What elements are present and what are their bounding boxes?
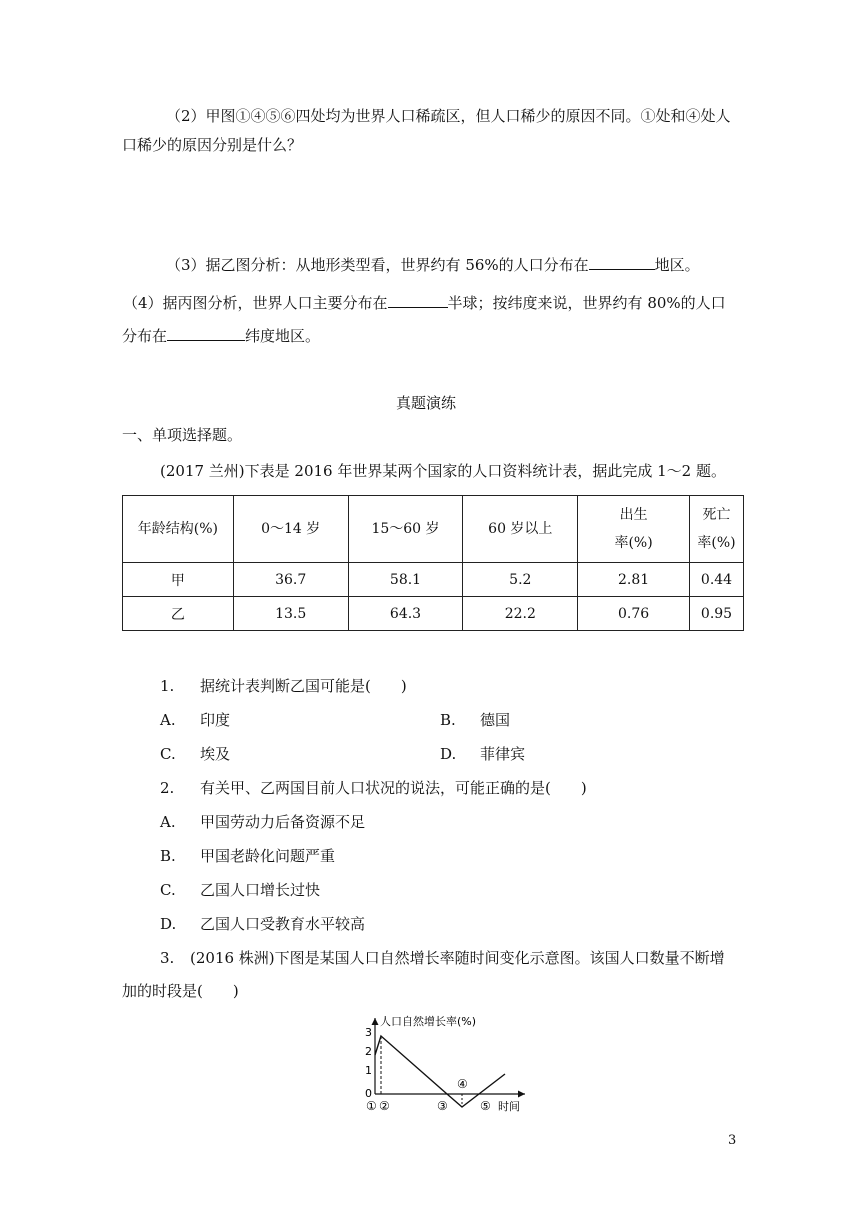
q2-line2: 口稀少的原因分别是什么？ [122,136,303,154]
table-cell: 0.76 [578,597,690,631]
table-row [123,597,744,631]
table-cell: 5.2 [463,563,578,597]
q4-line2-suffix: 纬度地区。 [245,327,321,345]
q2mc-option-a[interactable]: 甲国劳动力后备资源不足 [200,813,366,831]
answer-blank[interactable] [388,291,448,308]
q3mc-line1: (2016 株洲)下图是某国人口自然增长率随时间变化示意图。该国人口数量不断增 [190,949,725,967]
q1-option-b-letter: B. [440,711,456,729]
header-cell: 出生 率(%) [578,496,690,563]
point-label: ② [379,1099,390,1113]
header-cell: 15～60 岁 [348,496,463,563]
table-cell: 36.7 [233,563,348,597]
table-cell: 0.44 [690,563,744,597]
header-cell: 0～14 岁 [233,496,348,563]
population-stats-table [122,495,744,631]
q1-option-d-letter: D. [440,745,457,763]
q2mc-option-d-letter: D. [160,915,177,933]
q3-prefix: （3）据乙图分析：从地形类型看，世界约有 56%的人口分布在 [166,256,589,274]
answer-blank[interactable] [589,253,655,270]
q1-option-d[interactable]: 菲律宾 [480,745,526,763]
table-header-row [123,496,744,563]
y-tick-label: 1 [365,1064,372,1077]
q4-line1 [123,291,726,313]
table-cell: 64.3 [348,597,463,631]
q4-line2-prefix: 分布在 [122,327,168,345]
table-cell: 13.5 [233,597,348,631]
y-axis-label: 人口自然增长率(%) [380,1015,477,1028]
section-subtitle: 一、单项选择题。 [122,426,243,444]
header-cell: 死亡 率(%) [690,496,744,563]
page-number: 3 [728,1133,737,1148]
q4-prefix: （4）据丙图分析，世界人口主要分布在 [123,294,388,312]
table-cell: 58.1 [348,563,463,597]
table-cell: 0.95 [690,597,744,631]
q3-line [166,253,700,275]
point-label: ⑤ [480,1099,491,1113]
q1-option-c[interactable]: 埃及 [200,745,231,763]
table-cell: 乙 [123,597,234,631]
point-label: ① [366,1099,377,1113]
q1-text: 据统计表判断乙国可能是( ) [200,677,407,695]
y-tick-label: 3 [365,1026,372,1039]
q4-line2 [122,324,320,346]
q2mc-number: 2. [160,779,175,797]
q2mc-option-c[interactable]: 乙国人口增长过快 [200,881,321,899]
q2mc-option-d[interactable]: 乙国人口受教育水平较高 [200,915,366,933]
answer-blank[interactable] [167,324,245,341]
table-cell: 2.81 [578,563,690,597]
table-cell: 22.2 [463,597,578,631]
point-label: ③ [437,1099,448,1113]
q2mc-option-c-letter: C. [160,881,176,899]
y-tick-label: 2 [365,1045,372,1058]
q1-number: 1. [160,677,175,695]
q2mc-option-a-letter: A. [160,813,176,831]
q1-option-b[interactable]: 德国 [480,711,511,729]
x-axis-label: 时间 [498,1100,520,1113]
q4-mid: 半球；按纬度来说，世界约有 80%的人口 [447,294,726,312]
q2mc-text: 有关甲、乙两国目前人口状况的说法，可能正确的是( ) [200,779,587,797]
table-cell: 甲 [123,563,234,597]
q3-suffix: 地区。 [654,256,700,274]
q3mc-number: 3. [160,949,175,967]
point-label: ④ [457,1077,468,1091]
table-intro: (2017 兰州)下表是 2016 年世界某两个国家的人口资料统计表，据此完成 1～2 题。 [160,462,726,480]
q2mc-option-b-letter: B. [160,847,176,865]
q3mc-line2: 加的时段是( ) [122,982,239,1000]
q2-line1: （2）甲图①④⑤⑥四处均为世界人口稀疏区，但人口稀少的原因不同。①处和④处人 [166,107,731,125]
y-tick-label: 0 [365,1087,372,1100]
q1-option-a[interactable]: 印度 [200,711,231,729]
header-cell: 年龄结构(%) [123,496,234,563]
growth-rate-figure [355,1012,535,1116]
section-title: 真题演练 [396,394,457,412]
q2mc-option-b[interactable]: 甲国老龄化问题严重 [200,847,336,865]
table-row [123,563,744,597]
growth-rate-line [375,1036,505,1107]
q1-option-a-letter: A. [160,711,176,729]
header-cell: 60 岁以上 [463,496,578,563]
q1-option-c-letter: C. [160,745,176,763]
